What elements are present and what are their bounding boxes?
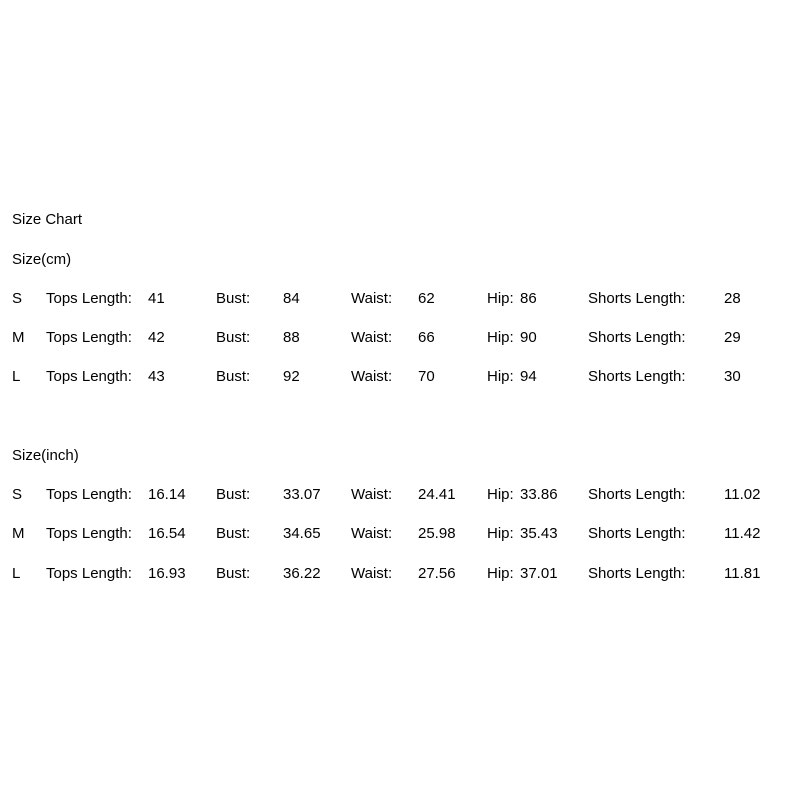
shorts-length-label: Shorts Length: (588, 525, 686, 542)
tops-length-value: 42 (148, 329, 165, 346)
hip-value: 94 (520, 368, 537, 385)
bust-value: 34.65 (283, 525, 321, 542)
tops-length-value: 16.54 (148, 525, 186, 542)
hip-label: Hip: (487, 486, 514, 503)
hip-label: Hip: (487, 368, 514, 385)
hip-label: Hip: (487, 525, 514, 542)
cm-heading: Size(cm) (12, 251, 72, 268)
hip-value: 90 (520, 329, 537, 346)
shorts-length-value: 11.81 (724, 565, 761, 582)
waist-value: 24.41 (418, 486, 456, 503)
bust-value: 88 (283, 329, 300, 346)
bust-value: 36.22 (283, 565, 321, 582)
waist-label: Waist: (351, 368, 393, 385)
shorts-length-label: Shorts Length: (588, 329, 686, 346)
tops-length-value: 43 (148, 368, 165, 385)
size-label: S (12, 290, 23, 307)
table-row (0, 290, 800, 308)
shorts-length-value: 29 (724, 329, 741, 346)
size-label: L (12, 368, 21, 385)
size-label: M (12, 329, 25, 346)
bust-label: Bust: (216, 290, 251, 307)
bust-label: Bust: (216, 368, 251, 385)
hip-label: Hip: (487, 565, 514, 582)
page-title: Size Chart (12, 211, 83, 228)
hip-value: 37.01 (520, 565, 558, 582)
bust-value: 33.07 (283, 486, 321, 503)
table-row (0, 368, 800, 386)
tops-length-label: Tops Length: (46, 290, 132, 307)
waist-value: 70 (418, 368, 435, 385)
waist-value: 66 (418, 329, 435, 346)
bust-label: Bust: (216, 565, 251, 582)
inch-heading: Size(inch) (12, 447, 79, 464)
bust-label: Bust: (216, 329, 251, 346)
waist-value: 62 (418, 290, 435, 307)
waist-label: Waist: (351, 525, 393, 542)
table-row (0, 486, 800, 504)
waist-value: 27.56 (418, 565, 456, 582)
hip-value: 33.86 (520, 486, 558, 503)
bust-label: Bust: (216, 486, 251, 503)
shorts-length-value: 11.02 (724, 486, 761, 503)
bust-value: 92 (283, 368, 300, 385)
waist-label: Waist: (351, 486, 393, 503)
shorts-length-value: 11.42 (724, 525, 761, 542)
size-label: S (12, 486, 23, 503)
table-row (0, 565, 800, 583)
waist-label: Waist: (351, 565, 393, 582)
hip-value: 35.43 (520, 525, 558, 542)
shorts-length-label: Shorts Length: (588, 290, 686, 307)
bust-label: Bust: (216, 525, 251, 542)
waist-label: Waist: (351, 290, 393, 307)
tops-length-value: 41 (148, 290, 165, 307)
tops-length-value: 16.93 (148, 565, 186, 582)
shorts-length-label: Shorts Length: (588, 486, 686, 503)
tops-length-label: Tops Length: (46, 565, 132, 582)
bust-value: 84 (283, 290, 300, 307)
tops-length-label: Tops Length: (46, 329, 132, 346)
table-row (0, 525, 800, 543)
shorts-length-value: 30 (724, 368, 741, 385)
tops-length-label: Tops Length: (46, 368, 132, 385)
tops-length-label: Tops Length: (46, 525, 132, 542)
hip-value: 86 (520, 290, 537, 307)
tops-length-value: 16.14 (148, 486, 186, 503)
tops-length-label: Tops Length: (46, 486, 132, 503)
waist-value: 25.98 (418, 525, 456, 542)
waist-label: Waist: (351, 329, 393, 346)
hip-label: Hip: (487, 329, 514, 346)
size-label: L (12, 565, 21, 582)
table-row (0, 329, 800, 347)
shorts-length-label: Shorts Length: (588, 368, 686, 385)
shorts-length-label: Shorts Length: (588, 565, 686, 582)
hip-label: Hip: (487, 290, 514, 307)
size-label: M (12, 525, 25, 542)
shorts-length-value: 28 (724, 290, 741, 307)
